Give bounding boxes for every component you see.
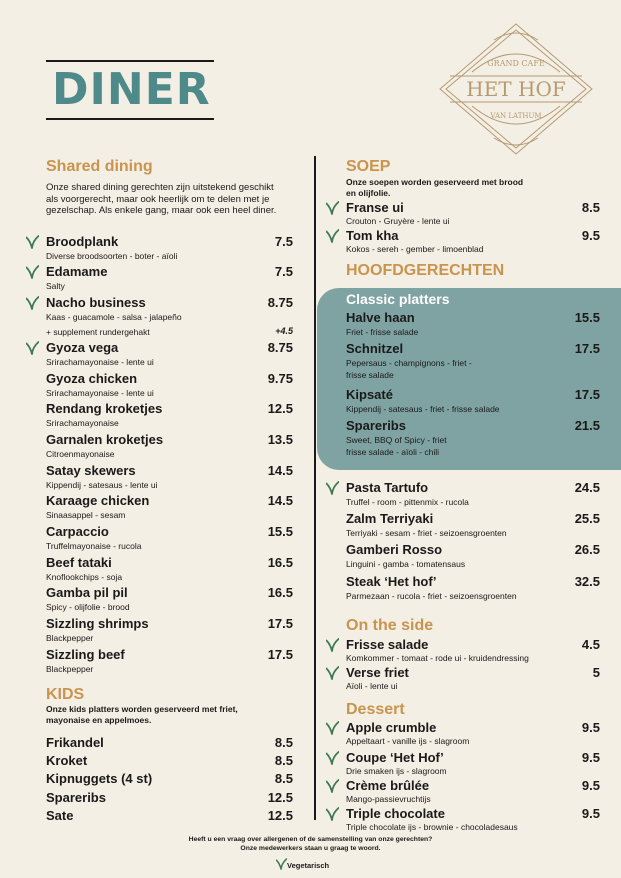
item-name: Coupe ‘Het Hof’ — [346, 750, 444, 765]
item-price: 5 — [592, 665, 600, 680]
veg-leaf-icon — [326, 666, 339, 680]
item-name: Frisse salade — [346, 637, 429, 652]
item-description: Aïoli - lente ui — [346, 681, 398, 691]
menu-item — [346, 480, 600, 510]
item-price: 9.75 — [267, 371, 293, 386]
item-description: Linguini - gamba - tomatensaus — [346, 559, 466, 569]
menu-item — [346, 806, 600, 836]
item-price: 13.5 — [267, 432, 293, 447]
menu-item — [46, 401, 293, 431]
intro-line: mayonaise en appelmoes. — [46, 714, 152, 725]
item-name: Sate — [46, 808, 74, 823]
item-description: Kokos - sereh - gember - limoenblad — [346, 244, 484, 254]
item-price: 8.75 — [267, 295, 293, 310]
item-name: Frikandel — [46, 735, 104, 750]
menu-item — [346, 200, 600, 230]
item-description: Kippendij - satesaus - lente ui — [46, 480, 158, 490]
item-name: Franse ui — [346, 200, 404, 215]
menu-item — [346, 778, 600, 808]
intro-line: als voorgerecht, maar ook heerlijk om te delen met je — [46, 193, 270, 205]
item-price: 16.5 — [267, 555, 293, 570]
hoofdgerechten-heading: HOOFDGERECHTEN — [346, 262, 505, 279]
menu-item — [46, 493, 293, 523]
menu-item — [46, 616, 293, 646]
item-price: 17.5 — [267, 616, 293, 631]
item-description — [346, 434, 447, 458]
item-name: Kroket — [46, 753, 88, 768]
menu-item — [46, 647, 293, 677]
item-name: Gamberi Rosso — [346, 542, 443, 557]
item-price: 12.5 — [267, 401, 293, 416]
on-the-side-heading: On the side — [346, 617, 434, 634]
item-price: 32.5 — [574, 574, 600, 589]
veg-leaf-icon — [326, 229, 339, 243]
item-description: Triple chocolate ijs - brownie - chocoladesaus — [346, 822, 518, 832]
item-price: 17.5 — [574, 387, 600, 402]
item-price: 17.5 — [574, 341, 600, 356]
allergen-line: Onze medewerkers staan u graag te woord. — [240, 845, 381, 852]
allergen-note — [0, 835, 621, 853]
menu-item — [46, 340, 293, 370]
item-price: 26.5 — [574, 542, 600, 557]
column-divider — [314, 156, 316, 820]
soep-intro — [346, 177, 523, 198]
item-name: Sizzling beef — [46, 647, 125, 662]
menu-item — [346, 228, 600, 258]
item-name: Satay skewers — [46, 463, 136, 478]
menu-item — [46, 371, 293, 401]
item-description: Drie smaken ijs - slagroom — [346, 766, 447, 776]
item-description: Sinaasappel - sesam — [46, 510, 126, 520]
item-price: 24.5 — [574, 480, 600, 495]
menu-item — [346, 574, 600, 604]
veg-leaf-icon — [26, 265, 39, 279]
menu-item — [46, 432, 293, 462]
item-name: Schnitzel — [346, 341, 404, 356]
intro-line: Onze soepen worden geserveerd met brood — [346, 177, 524, 187]
item-price: 7.5 — [274, 264, 293, 279]
intro-line: Onze kids platters worden geserveerd met friet, — [46, 704, 238, 714]
item-description: Mango-passievruchtijs — [346, 794, 431, 804]
item-price: 14.5 — [267, 493, 293, 508]
menu-item — [346, 310, 600, 340]
menu-item — [46, 264, 293, 294]
item-price: 12.5 — [267, 790, 293, 805]
menu-item — [346, 418, 600, 457]
item-price: 15.5 — [267, 524, 293, 539]
menu-item — [46, 585, 293, 615]
item-description: Crouton - Gruyère - lente ui — [346, 216, 450, 226]
description-line: Kippendij - satesaus - friet - frisse salade — [346, 404, 500, 414]
description-line: Pepersaus - champignons - friet - — [346, 358, 472, 368]
item-description: Diverse broodsoorten - boter - aïoli — [46, 251, 178, 261]
description-line: frisse salade — [346, 370, 394, 380]
veg-leaf-icon — [326, 638, 339, 652]
veg-leaf-icon — [326, 751, 339, 765]
shared-dining-heading: Shared dining — [46, 158, 153, 175]
item-price: 9.5 — [581, 750, 600, 765]
veg-leaf-icon — [326, 721, 339, 735]
classic-platters-heading: Classic platters — [346, 291, 450, 307]
page-title: DINER — [52, 64, 211, 115]
item-name: Spareribs — [46, 790, 106, 805]
item-description: Komkommer - tomaat - rode ui - kruidendressing — [346, 653, 529, 663]
veg-leaf-icon — [326, 481, 339, 495]
menu-item — [346, 750, 600, 780]
supplement-text: + supplement rundergehakt — [46, 327, 150, 337]
item-name: Kipnuggets (4 st) — [46, 771, 153, 786]
item-description: Blackpepper — [46, 664, 94, 674]
logo-bottom-text: VAN LATHUM — [490, 112, 542, 120]
legend-label: Vegetarisch — [287, 861, 330, 870]
description-line: frisse salade - aïoli - chili — [346, 447, 440, 457]
item-description: Citroenmayonaise — [46, 449, 115, 459]
item-price: 8.5 — [274, 735, 293, 750]
item-price: 8.5 — [274, 771, 293, 786]
item-description — [346, 326, 418, 338]
item-price: 25.5 — [574, 511, 600, 526]
item-name: Rendang kroketjes — [46, 401, 163, 416]
item-price: 9.5 — [581, 778, 600, 793]
item-name: Halve haan — [346, 310, 415, 325]
menu-item — [46, 808, 293, 838]
allergen-line: Heeft u een vraag over allergenen of de samenstelling van onze gerechten? — [188, 836, 433, 843]
soep-heading: SOEP — [346, 158, 391, 175]
kids-heading: KIDS — [46, 686, 85, 703]
description-line: Friet - frisse salade — [346, 327, 419, 337]
item-name: Steak ‘Het hof’ — [346, 574, 437, 589]
item-price: 8.75 — [267, 340, 293, 355]
item-description: Truffelmayonaise - rucola — [46, 541, 142, 551]
menu-item — [346, 637, 600, 667]
item-price: 15.5 — [574, 310, 600, 325]
item-description: Srirachamayonaise — [46, 418, 119, 428]
veg-leaf-icon — [276, 858, 287, 870]
item-price: 17.5 — [267, 647, 293, 662]
item-name: Apple crumble — [346, 720, 437, 735]
item-name: Carpaccio — [46, 524, 109, 539]
title-rule-bottom — [46, 118, 214, 120]
veg-leaf-icon — [26, 296, 39, 310]
veg-leaf-icon — [326, 779, 339, 793]
item-name: Verse friet — [346, 665, 409, 680]
item-name: Gyoza vega — [46, 340, 119, 355]
vegetarian-legend — [276, 858, 329, 870]
menu-item — [46, 295, 293, 325]
item-description: Terriyaki - sesam - friet - seizoensgroenten — [346, 528, 507, 538]
item-price: 16.5 — [267, 585, 293, 600]
veg-leaf-icon — [26, 235, 39, 249]
item-name: Tom kha — [346, 228, 399, 243]
item-name: Karaage chicken — [46, 493, 150, 508]
het-hof-logo — [438, 22, 594, 156]
item-name: Crème brûlée — [346, 778, 430, 793]
item-price: 4.5 — [581, 637, 600, 652]
item-price: 21.5 — [574, 418, 600, 433]
menu-item — [346, 341, 600, 380]
item-price: 9.5 — [581, 228, 600, 243]
menu-item — [46, 555, 293, 585]
item-price: 8.5 — [274, 753, 293, 768]
logo-top-text: GRAND CAFE — [487, 59, 545, 68]
item-name: Nacho business — [46, 295, 146, 310]
logo-main-text: HET HOF — [466, 77, 566, 101]
item-name: Zalm Terriyaki — [346, 511, 434, 526]
item-description: Appeltaart - vanille ijs - slagroom — [346, 736, 470, 746]
dessert-heading: Dessert — [346, 701, 405, 718]
menu-item — [346, 542, 600, 572]
item-name: Pasta Tartufo — [346, 480, 429, 495]
item-name: Gamba pil pil — [46, 585, 128, 600]
kids-intro — [46, 704, 238, 725]
item-description — [346, 357, 472, 381]
item-price: 12.5 — [267, 808, 293, 823]
item-description: Truffel - room - pittenmix - rucola — [346, 497, 469, 507]
item-name: Garnalen kroketjes — [46, 432, 164, 447]
menu-item — [346, 511, 600, 541]
intro-line: en olijfolie. — [346, 187, 391, 198]
item-price: 8.5 — [581, 200, 600, 215]
item-description: Blackpepper — [46, 633, 94, 643]
menu-item — [46, 234, 293, 264]
item-name: Beef tataki — [46, 555, 112, 570]
item-price: 9.5 — [581, 806, 600, 821]
title-rule-top — [46, 60, 214, 62]
item-name: Edamame — [46, 264, 108, 279]
menu-item — [46, 524, 293, 554]
description-line: Sweet, BBQ of Spicy - friet — [346, 435, 447, 445]
item-description: Parmezaan - rucola - friet - seizoensgroenten — [346, 591, 517, 601]
menu-item — [46, 463, 293, 493]
item-name: Triple chocolate — [346, 806, 445, 821]
shared-dining-intro — [46, 182, 276, 217]
item-description: Srirachamayonaise - lente ui — [46, 357, 154, 367]
item-price: 7.5 — [274, 234, 293, 249]
intro-line: gezelschap. Als enkele gang, maar ook een heel diner. — [46, 205, 277, 216]
item-description: Salty — [46, 281, 65, 291]
item-description: Knoflookchips - soja — [46, 572, 123, 582]
menu-item — [346, 387, 600, 417]
item-description: Srirachamayonaise - lente ui — [46, 388, 154, 398]
item-name: Sizzling shrimps — [46, 616, 149, 631]
item-name: Broodplank — [46, 234, 119, 249]
menu-item — [346, 665, 600, 695]
item-price: 9.5 — [581, 720, 600, 735]
item-name: Kipsaté — [346, 387, 393, 402]
menu-item — [346, 720, 600, 750]
veg-leaf-icon — [26, 341, 39, 355]
veg-leaf-icon — [326, 807, 339, 821]
item-description — [346, 403, 500, 415]
veg-leaf-icon — [326, 201, 339, 215]
supplement-price: +4.5 — [275, 326, 293, 336]
item-description: Kaas - guacamole - salsa - jalapeño — [46, 312, 182, 322]
item-price: 14.5 — [267, 463, 293, 478]
item-name: Spareribs — [346, 418, 406, 433]
item-description: Spicy - olijfolie - brood — [46, 602, 130, 612]
item-name: Gyoza chicken — [46, 371, 138, 386]
intro-line: Onze shared dining gerechten zijn uitstekend geschikt — [46, 182, 274, 193]
